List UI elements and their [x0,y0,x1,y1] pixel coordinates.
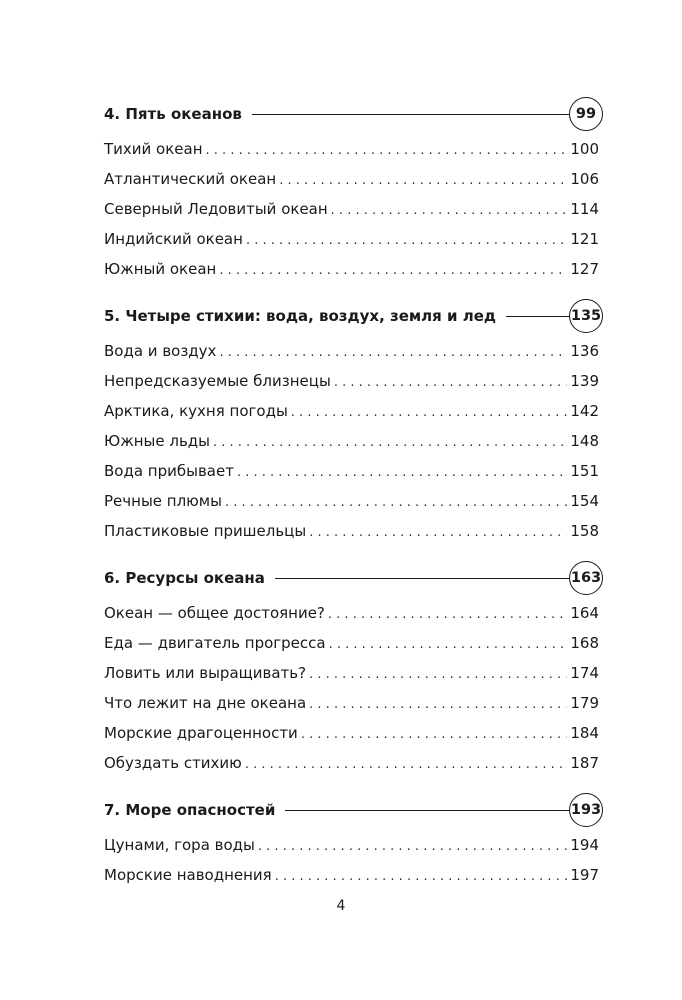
dot-leader [206,136,568,166]
entry-page: 106 [570,170,599,188]
dot-leader [219,256,567,286]
toc-entry [104,860,599,890]
entry-page: 197 [570,866,599,884]
chapter-4 [104,94,599,284]
chapter-page-badge: 163 [569,561,603,595]
dot-leader [279,166,567,196]
entry-page: 136 [570,342,599,360]
dot-leader [275,862,568,892]
dot-leader [213,428,567,458]
chapter-page-badge: 193 [569,793,603,827]
chapter-title: 7. Море опасностей [104,801,285,819]
dot-leader [291,398,568,428]
entry-title: Пластиковые пришельцы [104,522,307,540]
dot-leader [258,832,567,862]
toc-entry [104,486,599,516]
dot-leader [219,338,567,368]
entry-page: 194 [570,836,599,854]
entry-title: Южный океан [104,260,217,278]
entry-page: 148 [570,432,599,450]
entry-page: 139 [570,372,599,390]
entry-title: Южные льды [104,432,210,450]
chapter-rule [285,810,571,811]
entry-page: 154 [570,492,599,510]
chapter-title: 5. Четыре стихии: вода, воздух, земля и лед [104,307,506,325]
toc-entry [104,628,599,658]
entry-title: Вода и воздух [104,342,217,360]
dot-leader [309,518,567,548]
toc-entry [104,164,599,194]
entry-title: Еда — двигатель прогресса [104,634,326,652]
toc-entry [104,688,599,718]
chapter-title: 6. Ресурсы океана [104,569,275,587]
dot-leader [334,368,568,398]
toc-entry [104,748,599,778]
entry-title: Тихий океан [104,140,203,158]
toc-entry [104,134,599,164]
entry-title: Морские драгоценности [104,724,298,742]
entry-title: Северный Ледовитый океан [104,200,328,218]
entry-title: Непредсказуемые близнецы [104,372,331,390]
entry-page: 164 [570,604,599,622]
chapter-6 [104,558,602,778]
toc-entry [104,336,599,366]
table-of-contents [104,94,602,890]
chapter-heading [104,790,602,830]
entry-title: Что лежит на дне океана [104,694,307,712]
entry-title: Ловить или выращивать? [104,664,307,682]
entry-page: 174 [570,664,599,682]
toc-entry [104,224,599,254]
toc-entry [104,830,599,860]
dot-leader [331,196,568,226]
dot-leader [328,600,567,630]
dot-leader [329,630,568,660]
dot-leader [245,750,568,780]
chapter-rule [252,114,571,115]
entry-page: 184 [570,724,599,742]
entry-page: 127 [570,260,599,278]
entry-title: Обуздать стихию [104,754,242,772]
entry-page: 142 [570,402,599,420]
entry-page: 100 [570,140,599,158]
chapter-title: 4. Пять океанов [104,105,252,123]
chapter-page-badge: 99 [569,97,603,131]
entry-title: Арктика, кухня погоды [104,402,288,420]
entry-title: Речные плюмы [104,492,222,510]
chapter-heading [104,558,602,598]
entry-page: 179 [570,694,599,712]
entry-title: Цунами, гора воды [104,836,255,854]
entry-title: Атлантический океан [104,170,277,188]
toc-entry [104,194,599,224]
chapter-page-badge: 135 [569,299,603,333]
dot-leader [237,458,567,488]
page-number: 4 [336,898,346,914]
chapter-5 [104,296,602,546]
dot-leader [301,720,568,750]
dot-leader [309,690,567,720]
toc-entry [104,456,599,486]
chapter-7 [104,790,602,890]
entry-title: Индийский океан [104,230,243,248]
entry-page: 114 [570,200,599,218]
entry-title: Морские наводнения [104,866,272,884]
toc-entry [104,516,599,546]
entry-page: 151 [570,462,599,480]
dot-leader [225,488,567,518]
entry-page: 187 [570,754,599,772]
toc-entry [104,718,599,748]
entry-page: 158 [570,522,599,540]
chapter-rule [275,578,571,579]
dot-leader [246,226,567,256]
toc-entry [104,254,599,284]
toc-entry [104,598,599,628]
toc-entry [104,658,599,688]
toc-entry [104,426,599,456]
toc-entry [104,396,599,426]
chapter-rule [506,316,571,317]
dot-leader [309,660,567,690]
chapter-heading [104,296,602,336]
entry-page: 121 [570,230,599,248]
entry-title: Вода прибывает [104,462,234,480]
chapter-heading [104,94,599,134]
toc-entry [104,366,599,396]
entry-title: Океан — общее достояние? [104,604,325,622]
entry-page: 168 [570,634,599,652]
